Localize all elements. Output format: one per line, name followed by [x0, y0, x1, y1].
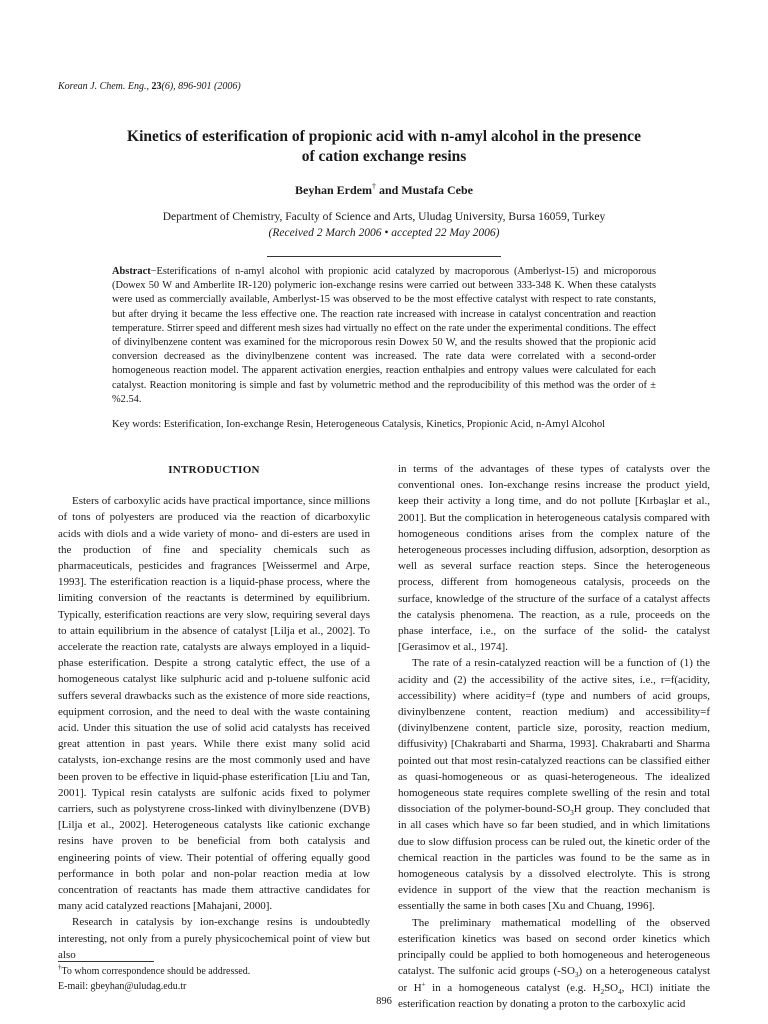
- title-line-1: Kinetics of esterification of propionic acid with n-amyl alcohol in the presence: [127, 128, 641, 145]
- journal-volume: 23: [151, 81, 162, 92]
- authors: [60, 183, 708, 198]
- affiliation: Department of Chemistry, Faculty of Science and Arts, Uludag University, Bursa 16059, Turkey: [162, 211, 606, 223]
- journal-issue-pages: (6), 896-901 (2006): [161, 81, 241, 92]
- footnote-correspondence: †To whom correspondence should be addressed.: [58, 963, 251, 977]
- header-rule: [267, 256, 501, 257]
- abstract-text: −Esterifications of n-amyl alcohol with propionic acid catalyzed by macroporous (Amberlyst-15) and microporous (Dowex 50 W and Amberlite IR-120) polymeric ion-exchange resins were carried out between 333-348 K. When these catalysts were used as commercially available, Amberlyst-15 was observed to be the most effective catalyst with respect to rate constants, but after drying it became the less effective one. The reaction rate increased with increase in catalyst concentration and reaction temperature. Stirrer speed and different mesh sizes had virtually no effect on the rate under the experimental conditions. The effect of divinylbenzene content was examined for the microporous resin Dowex 50 W, and the results showed that the propionic acid conversion decreased as the divinylbenzene content was increased. The rate data were correlated with a second-order homogeneous reaction model. The apparent activation energies, reaction enthalpies and entropy values were calculated for each catalyst. Reaction monitoring is simple and fast by volumetric method and the reproducibility of this method was the order of ± %2.54.: [112, 266, 656, 405]
- affiliation-block: [60, 209, 708, 241]
- abstract: [112, 265, 656, 407]
- intro-paragraph-2: Research in catalysis by ion-exchange resins is undoubtedly interesting, not only from a purely physicochemical point of view but also: [58, 916, 370, 961]
- intro-paragraph-4: The rate of a resin-catalyzed reaction will be a function of (1) the acidity and (2) the accessibility of the active sites, i.e., r=f(acidity, accessibility) where acidity=f (type and numbers of acid groups, divinylbenzene content, reaction medium) and accessibility=f (divinylbenzene content, particle size, porosity, reaction medium, diffusivity) [Chakrabarti and Sharma, 1993]. Chakrabarti and Sharma pointed out that most resin-catalyzed reactions can be classified either as quasi-homogeneous or as quasi-heterogeneous. The idealized homogeneous state requires complete swelling of the resin and total dissociation of the polymer-$bound-SO_3H$ group. They concluded that in all cases which have so far been studied, and in which limitations due to slow diffusion process can be ruled out, the kinetic order of the chemical reaction in the particles was found to be the same as in homogeneous catalysis by a dissolved electrolyte. This is strong evidence in support of the view that the reaction mechanism is essentially the same in both cases [Xu and Chuang, 1996].: [398, 657, 710, 913]
- corresponding-mark: †: [372, 182, 376, 191]
- keywords: Key words: Esterification, Ion-exchange Resin, Heterogeneous Catalysis, Kinetics, Propionic Acid, n-Amyl Alcohol: [112, 419, 606, 430]
- left-column: [58, 460, 370, 963]
- paper-title: [60, 127, 708, 167]
- received-dates: (Received 2 March 2006 • accepted 22 May 2006): [268, 227, 500, 239]
- intro-paragraph-5: The preliminary mathematical modelling of the observed esterification kinetics was based on second order kinetics which principally could be applied to both homogeneous and heterogeneous catalyst. The sulfonic acid groups $(-SO_3)$ on a heterogeneous catalyst or H+ in a homogeneous catalyst (e.g. $H_2SO_4$, HCl) initiate the esterification reaction by donating a proton to the carboxylic acid: [398, 916, 711, 1010]
- author-rest: and Mustafa Cebe: [376, 183, 474, 197]
- title-line-2: of cation exchange resins: [301, 148, 467, 165]
- right-column: [398, 461, 710, 1012]
- intro-paragraph-3: in terms of the advantages of these types of catalysts over the conventional ones. Ion-exchange resins increase the product yield, keep their activity a long time, and do not pollute [Kırbaşlar et al., 2001]. But the complication in heterogeneous catalysis compared with homogeneous conditions arises from the complex nature of the heterogeneous processes including diffusion, adsorption, desorption as well as several surface reaction steps. Since the heterogeneous process, different from homogeneous catalysis, proceeds on the surface, knowledge of the structure of the surface of a catalyst affects the catalysis phenomena. The reaction, as a rule, proceeds on the phase interface, i.e., on the surface of the solid- the catalyst [Gerasimov et al., 1974].: [398, 463, 710, 654]
- intro-paragraph-1: Esters of carboxylic acids have practical importance, since millions of tons of polyesters are produced via the reaction of dicarboxylic acids with diols and a wide variety of mono- and di-esters are used in the production of fine and speciality chemicals such as pharmaceuticals, pesticides and fragrances [Weissermel and Arpe, 1993]. The esterification reaction is a liquid-phase process, where the limiting conversion of the reactants is determined by equilibrium. Typically, esterification reactions are very slow, requiring several days to attain equilibrium in the absence of catalyst [Lilja et al., 2002]. To accelerate the reaction rate, catalysts are always employed in a liquid-phase esterification. Despite a strong catalytic effect, the use of a homogeneous catalyst like sulphuric acid and p-toluene sulfonic acid suffers several drawbacks such as the existence of more side reactions, equipment corrosion, and the need to deal with the waste containing acid. Under this situation the use of solid acid catalysts has received great attention in past years. While there exist many solid acid catalysts, ion-exchange resins are the most commonly used and have been proven to be effective in liquid-phase esterification [Liu and Tan, 2001]. Typical resin catalysts are sulfonic acids fixed to polymer carriers, such as polystyrene cross-linked with divinylbenzene (DVB) [Lilja et al., 2002]. Heterogeneous catalysts like cationic exchange resins have proven to be beneficial from both catalysis and engineering points of view. Their potential of offering equally good performance in both polar and non-polar reaction media at low concentration of reactants has made them attractive candidates for many acid catalyzed reactions [Mahajani, 2000].: [58, 495, 370, 913]
- author-first: Beyhan Erdem: [294, 183, 372, 197]
- journal-reference: Korean J. Chem. Eng., 23(6), 896-901 (2006): [58, 81, 241, 92]
- introduction-heading: INTRODUCTION: [168, 464, 260, 476]
- footnote-email: E-mail: gbeyhan@uludag.edu.tr: [58, 981, 187, 992]
- footnote-rule: [58, 961, 154, 962]
- page-number: 896: [376, 996, 392, 1007]
- journal-name: Korean J. Chem. Eng.: [58, 81, 147, 92]
- footnote: [58, 964, 250, 994]
- abstract-label: Abstract: [112, 266, 151, 277]
